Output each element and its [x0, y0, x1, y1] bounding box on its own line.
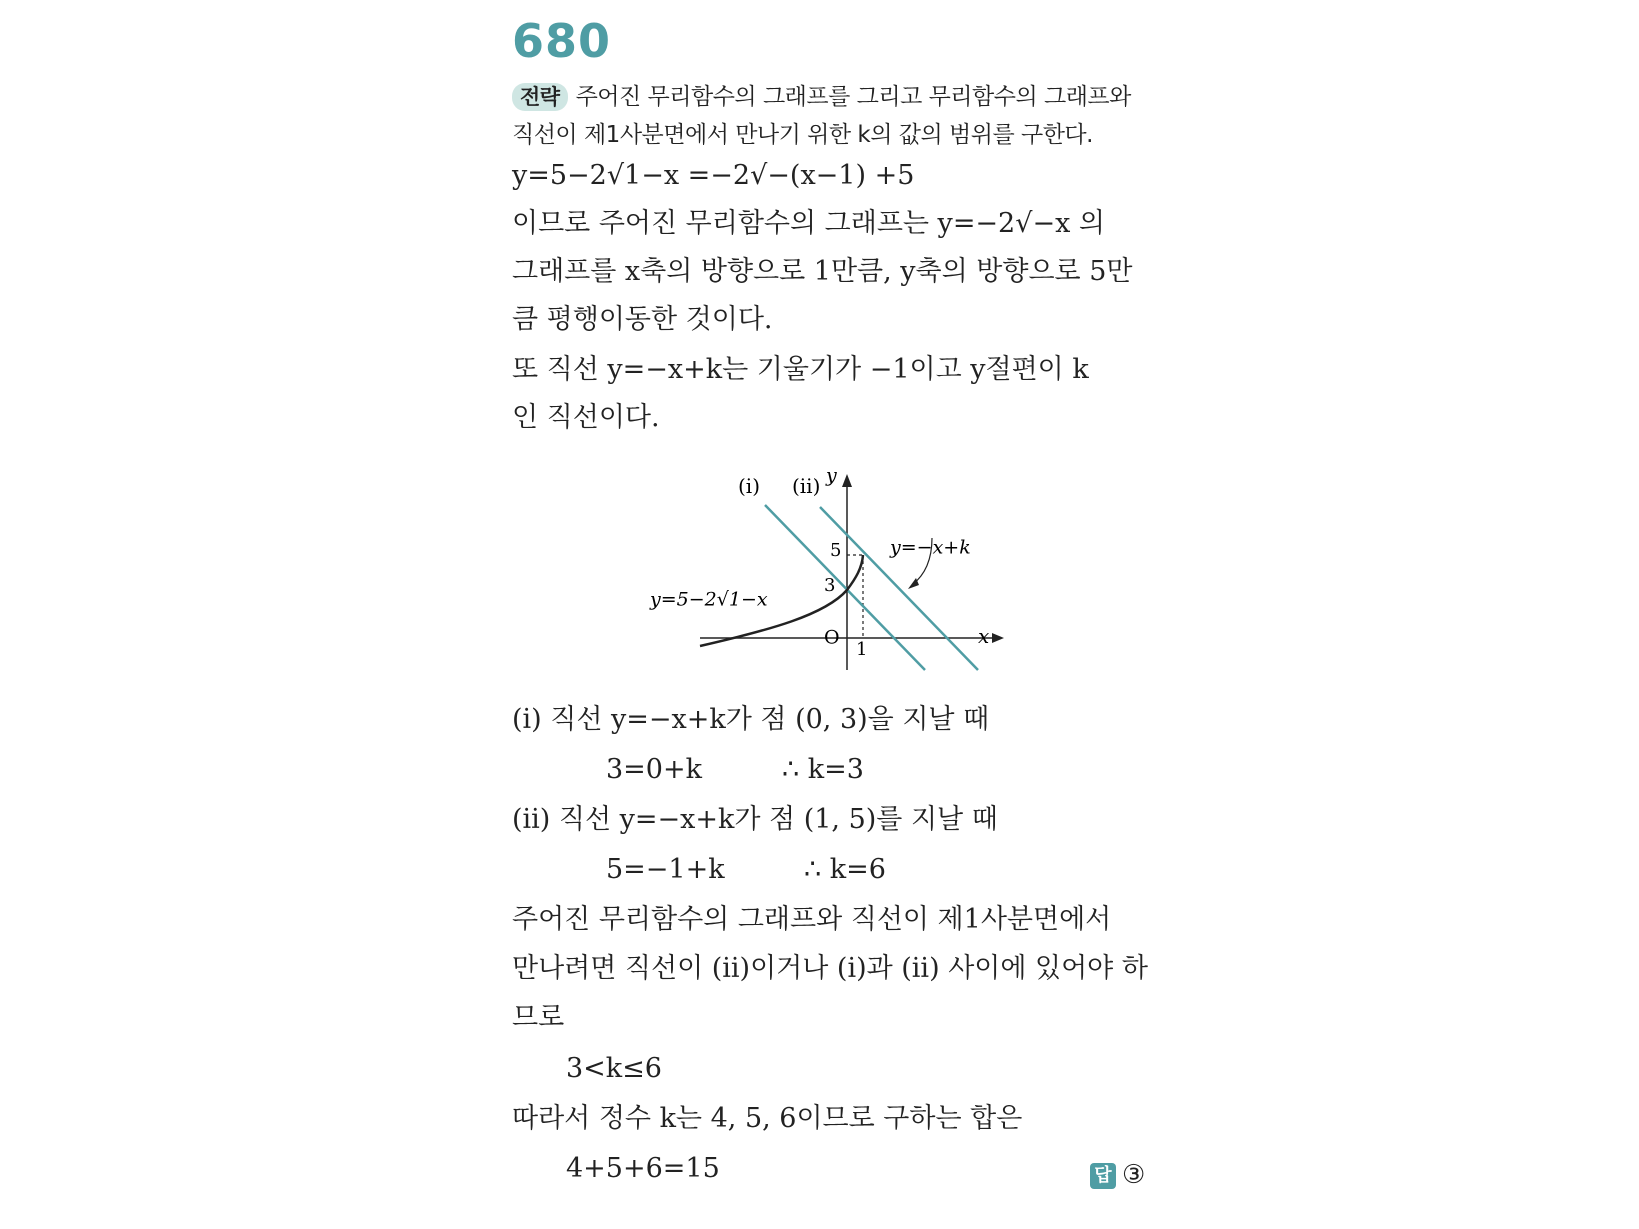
paragraph-2-line-1: 또 직선 y=−x+k는 기울기가 −1이고 y절편이 k — [512, 354, 1089, 385]
answer-badge: 답 — [1090, 1163, 1116, 1189]
answer — [1090, 1157, 1145, 1193]
case-i-line: (ⅰ) 직선 y=−x+k가 점 (0, 3)을 지날 때 — [512, 704, 990, 735]
y-axis-label: y — [826, 470, 837, 487]
case-ii-equation: 5=−1+k — [606, 854, 725, 885]
tick-1: 1 — [856, 638, 868, 660]
x-axis-arrow-icon — [992, 633, 1004, 643]
curve-label: y=5−2√1−x — [650, 588, 768, 611]
sum-equation: 4+5+6=15 — [566, 1153, 720, 1184]
paragraph-2-line-2: 인 직선이다. — [512, 402, 660, 433]
paragraph-3-line-2: 만나려면 직선이 (ⅱ)이거나 (ⅰ)과 (ⅱ) 사이에 있어야 하 — [512, 953, 1148, 984]
line-label: y=−x+k — [890, 536, 971, 559]
graph-figure — [640, 470, 1020, 680]
inequality: 3<k≤6 — [566, 1053, 662, 1084]
equation-1: y=5−2√1−x =−2√−(x−1) +5 — [512, 160, 915, 191]
x-axis-label: x — [978, 624, 990, 649]
case-i-result: ∴ k=3 — [782, 754, 864, 785]
tick-5: 5 — [830, 539, 842, 561]
origin-label: O — [824, 626, 840, 649]
problem-number: 680 — [512, 14, 612, 68]
label-case-i: (ⅰ) — [738, 474, 761, 499]
paragraph-3-line-3: 므로 — [512, 1002, 565, 1033]
line-case-ii — [820, 507, 978, 670]
paragraph-4: 따라서 정수 k는 4, 5, 6이므로 구하는 합은 — [512, 1103, 1023, 1134]
case-i-equation: 3=0+k — [606, 754, 702, 785]
strategy-line-1 — [512, 78, 1152, 116]
label-case-ii: (ⅱ) — [792, 474, 821, 499]
case-ii-result: ∴ k=6 — [804, 854, 886, 885]
strategy-text-2: 직선이 제1사분면에서 만나기 위한 k의 값의 범위를 구한다. — [512, 122, 1093, 148]
strategy-text-1: 주어진 무리함수의 그래프를 그리고 무리함수의 그래프와 — [575, 84, 1131, 110]
strategy-box — [512, 78, 1152, 154]
y-axis-arrow-icon — [842, 474, 852, 487]
strategy-badge: 전략 — [512, 83, 568, 111]
paragraph-1-line-1: 이므로 주어진 무리함수의 그래프는 y=−2√−x 의 — [512, 208, 1105, 239]
paragraph-3-line-1: 주어진 무리함수의 그래프와 직선이 제1사분면에서 — [512, 904, 1112, 935]
paragraph-1-line-2: 그래프를 x축의 방향으로 1만큼, y축의 방향으로 5만 — [512, 256, 1133, 287]
paragraph-1-line-3: 큼 평행이동한 것이다. — [512, 304, 773, 335]
strategy-line-2 — [512, 116, 1152, 154]
line-case-i — [765, 505, 925, 670]
answer-value: ③ — [1122, 1160, 1146, 1190]
tick-3: 3 — [824, 574, 836, 596]
case-ii-line: (ⅱ) 직선 y=−x+k가 점 (1, 5)를 지날 때 — [512, 804, 998, 835]
